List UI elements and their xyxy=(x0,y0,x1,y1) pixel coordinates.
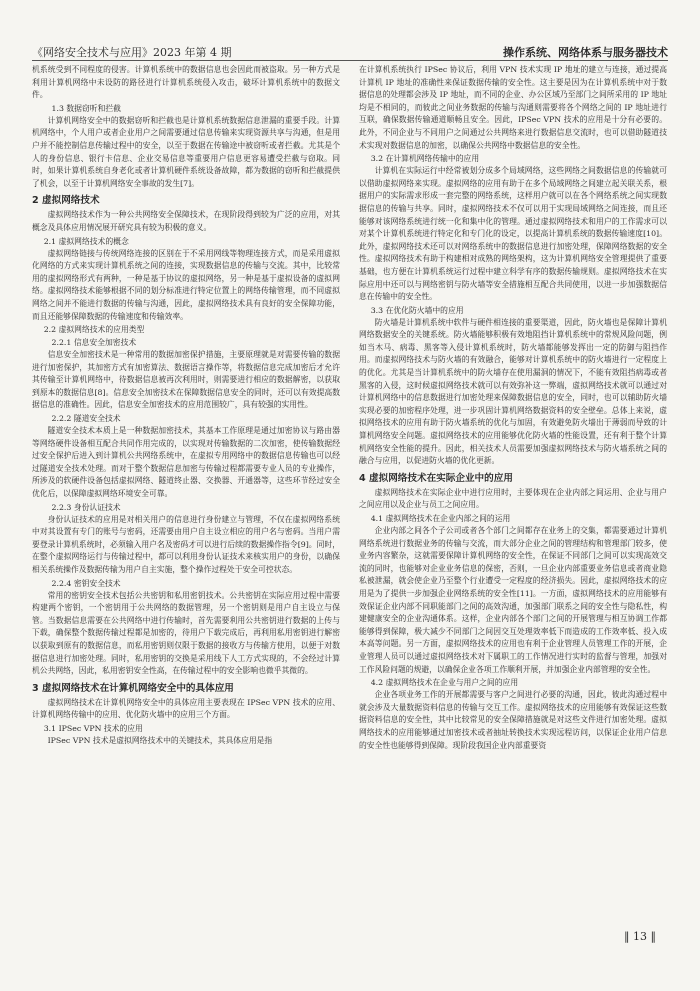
section-heading: 4 虚拟网络技术在实际企业中的应用 xyxy=(359,472,513,484)
paragraph: 虚拟网络技术在计算机网络安全中的具体应用主要表现在 IPSec VPN 技术的应用、计算机网络传输中的应用、优化防火墙中的应用三个方面。 xyxy=(32,697,340,720)
left-column xyxy=(32,64,340,748)
subsection-heading: 3.2 在计算机网络传输中的应用 xyxy=(370,154,480,164)
right-column xyxy=(359,64,667,752)
subsubsection-heading: 1.3 数据窃听和拦截 xyxy=(51,103,121,113)
paragraph: 虚拟网络技术在实际企业中进行应用时，主要体现在企业内部之间运用、企业与用户之间应用以及企业与员工之间应用。 xyxy=(359,487,667,510)
header-rule xyxy=(32,60,668,61)
subsection-heading: 3.3 在优化防火墙中的应用 xyxy=(370,305,464,315)
subsection-heading: 3.1 IPSec VPN 技术的应用 xyxy=(43,723,143,733)
paragraph: 虚拟网络链接与传统网络连接的区别在于不采用网线等物理连接方式，而是采用虚拟化网络的方式来实现计算机系统之间的连接，实现数据信息的传输与交流。其中，比较常用的虚拟网络形式有两种，一种是基于协议的虚拟网络，另一种是基于虚拟设备的虚拟网络。虚拟网络技术能够根据不同的划分标准进行特定位置上的网络传输管理，而不同虚拟网络之间并不能进行数据的传输与沟通，因此，虚拟网络技术具有良好的安全保障功能，而且还能够保障数据的传输速度和传输效率。 xyxy=(32,248,340,321)
subsection-heading: 2.1 虚拟网络技术的概念 xyxy=(43,236,129,246)
section-title: 操作系统、网络体系与服务器技术 xyxy=(503,46,668,59)
subsubsection-heading: 2.2.1 信息安全加密技术 xyxy=(51,338,137,348)
journal-title: 《网络安全技术与应用》2023 年第 4 期 xyxy=(32,46,232,59)
subsubsection-heading: 2.2.4 密钥安全技术 xyxy=(51,578,121,588)
paragraph: 虚拟网络技术作为一种公共网络安全保障技术，在现阶段得到较为广泛的应用，对其概念及具体应用情况展开研究具有较为积极的意义。 xyxy=(32,210,340,232)
paragraph: 企业内部之间各个子公司或者各个部门之间都存在业务上的交集，都需要通过计算机网络系统进行数据业务的传输与交流，而大部分企业之间的管理结构和管理部门较多，使业务内容繁杂，这就需要保障计算机网络的安全性，在保证不同部门之间可以实现高效交流的同时，也能够对企业业务信息的保密，否则，一旦企业内部重要业务信息或者商业隐私被泄漏，就会使企业乃至整个行业遭受一定程度的经济损失。因此，虚拟网络技术的应用是为了提供一步加强企业网络系统的安全性[11]。一方面，虚拟网络技术的应用能够有效保证企业内部不同职能部门之间的高效沟通，加强部门联系之间的安全性与隐私性，构建健康安全的企业沟通体系。这样，企业内部各个部门之间的开展管理与相互协调工作都能够得到保障，极大减少不同部门之间因交互处理效率低下而造成的工作效率低、投入成本高等问题。另一方面，虚拟网络技术的应用也有利于企业管理人员管理工作的开展，企业管理人员可以通过虚拟网络技术对下属职工的工作情况进行实时的监督与管理，加强对工作风险问题的规避，以确保企业各项工作顺利开展，并加强企业内部管理的安全性。 xyxy=(359,526,667,674)
section-heading: 2 虚拟网络技术 xyxy=(32,195,100,207)
subsubsection-heading: 2.2.3 身份认证技术 xyxy=(51,502,121,512)
paragraph: 企业各项业务工作的开展都需要与客户之间进行必要的沟通，因此，彼此沟通过程中就会涉及大量数据资料信息的传输与交互工作。虚拟网络技术的应用能够有效保证这些数据资料信息的安全性，其中比较常见的安全保障措施就是对这些文件进行加密处理。虚拟网络技术的应用能够通过加密技术或者抽址转换技术实现远程访问，以保证企业用户信息的安全性也能够得到保障。现阶段我国企业内部重要资 xyxy=(359,690,667,750)
page-number: ‖ 13 ‖ xyxy=(624,930,656,943)
paragraph: IPSec VPN 技术是虚拟网络技术中的关键技术，其具体应用是指 xyxy=(47,735,273,745)
subsection-heading: 2.2 虚拟网络技术的应用类型 xyxy=(43,325,145,335)
paragraph: 在计算机系统执行 IPSec 协议后，利用 VPN 技术实现 IP 地址的建立与连接，通过提高计算机 IP 地址的准确性来保证数据传输的安全性。这主要是因为在计算机系统中对于数据信息的处理都会涉及 IP 地址，而不同的企业、办公区域乃至部门之间所采用的 IP 地址均是不相同的，而彼此之间业务数据的传输与沟通则需要将各个网络之间的 IP 地址进行互联，确保数据传输通道顺畅且安全。因此，IPSec VPN 技术的应用是十分有必要的。此外，不同企业与不同用户之间通过公共网络来进行数据信息交流时，也可以借助隧道技术实现对数据信息的加密，以确保公共网络中数据信息的安全性。 xyxy=(359,65,667,150)
section-heading: 3 虚拟网络技术在计算机网络安全中的具体应用 xyxy=(32,682,234,694)
paragraph: 机系统受到不同程度的侵害。计算机系统中的数据信息也会因此而被盗取。另一种方式是利用计算机网络中未设防的路径进行计算机系统侵入攻击，破坏计算机系统中的数据文件。 xyxy=(32,65,340,100)
paragraph: 计算机网络安全中的数据窃听和拦截也是计算机系统数据信息泄漏的重要手段。计算机网络中，个人用户或者企业用户之间需要通过信息传输来实现资源共享与沟通，但是用户并不能控制信息传输过程中的安全，以至于数据在传输途中被窃听或者拦截。尤其是个人的身份信息、银行卡信息、企业交易信息等重要用户信息更容易遭受拦截与窃取。同时，如果计算机系统自身老化或者计算机硬件系统设备故障，都为数据的窃听和拦截提供了机会，以至于计算机网络安全事故的发生[7]。 xyxy=(32,115,340,188)
subsubsection-heading: 2.2.2 隧道安全技术 xyxy=(51,414,121,424)
paragraph: 常用的密钥安全技术包括公共密钥和私用密钥技术。公共密钥在实际应用过程中需要构建两个密钥，一个密钥用于公共网络的数据管理，另一个密钥则是用户自主设立与保管。当数据信息需要在公共网络中进行传输时，首先需要利用公共密钥进行数据的上传与下载，确保整个数据传输过程都是加密的，待用户下载完成后，再利用私用密钥进行解密以获取到原有的数据信息，而私用密钥则仅限于数据的接收方与传输方使用，以便于对数据信息进行加密处理。同时，私用密钥的交换是采用线下人工方式实现的，不会经过计算机公共网络，因此，私用密钥安全性高，在传输过程中的安全影响也微乎其微的。 xyxy=(32,590,340,676)
paragraph: 信息安全加密技术是一种常用的数据加密保护措施，主要原理就是对需要传输的数据进行加密保护，其加密方式有加密算法、数据语言操作等，将数据信息完成加密后才允许其传输至计算机网络中，待数据信息被再次利用时，则需要进行相应的数据解密，以获取到原本的数据信息[8]。信息安全加密技术在保障数据信息安全的同时，还可以有效提高数据信息的准确性。因此，信息安全加密技术的应用范围较广，具有较强的实用性。 xyxy=(32,350,340,410)
paragraph: 计算机在实际运行中经常被划分成多个局域网络，这些网络之间数据信息的传输就可以借助虚拟网络来实现。虚拟网络的应用有助于在多个局域网络之间建立起关联关系，根据用户的实际需求形成一套完整的网络系统，这样用户就可以在各个网络系统之间实现数据信息的传输与共享。同时，虚拟网络技术不仅可以用于实现局域网络之间连接，而且还能够对该网络系统进行统一化和集中化的管理。通过虚拟网络技术和用户的工作需求可以对某个计算机系统进行特定化和专门化的设定，以提高计算机系统的数据传输速度[10]。此外，虚拟网络技术还可以对网络系统中的数据信息进行加密处理，保障网络数据的安全性。虚拟网络技术有助于构建相对成熟的网络架构，这为计算机网络安全管理提供了重要基础，也方便在计算机系统运行过程中建立科学有序的数据传输规则。虚拟网络技术在实际应用中还可以与网络密钥与防火墙等安全措施相互配合共同使用，以进一步加强数据信息在传输中的安全性。 xyxy=(359,166,667,302)
paragraph: 防火墙是计算机系统中软件与硬件相连接的重要渠道，因此，防火墙也是保障计算机网络数据安全的关键系统。防火墙能够积极有效地阻挡计算机系统中的常规风险问题，例如当木马、病毒、黑客等入侵计算机系统时，防火墙都能够发挥出一定的防御与阻挡作用。而虚拟网络技术与防火墙的有效融合，能够对计算机系统中的防火墙进行一定程度上的优化。尤其是当计算机系统中的防火墙存在使用漏洞的情况下，不能有效阻挡病毒或者黑客的入侵，这时候虚拟网络技术就可以有效弥补这一弊端，虚拟网络技术就可以通过对计算机网络中的信息数据进行加密处理来保障数据信息的安全，同时，也可以辅助防火墙实现必要的加密程序处理，进一步巩固计算机网络数据资料的安全壁垒。总体上来说，虚拟网络技术的应用有助于防火墙系统的优化与加固，有效避免防火墙出于薄弱而导致的计算机网络安全问题。虚拟网络技术的应用能够优化防火墙的性能设置，还有利于整个计算机网络安全性能的提升。因此，相关技术人员需要加强虚拟网络技术与防火墙系统之间的融合与应用，以促进防火墙的优化更新。 xyxy=(359,317,667,466)
subsection-heading: 4.2 虚拟网络技术在企业与用户之间的应用 xyxy=(370,678,519,688)
paragraph: 身份认证技术的应用是对相关用户的信息进行身份建立与管理，不仅在虚拟网络系统中对其设置有专门的账号与密码，还需要由用户自主设立相应的用户名与密码。当用户需要登录计算机系统时，必须输入用户名及密码才可以进行后续的数据操作指令[9]。同时，在整个虚拟网络运行与传输过程中，都可以利用身份认证技术来核实用户的身份，以确保相关系统操作及数据传输为用户自主实施，整个操作过程处于安全可控状态。 xyxy=(32,514,340,574)
subsection-heading: 4.1 虚拟网络技术在企业内部之间的运用 xyxy=(370,514,511,523)
paragraph: 隧道安全技术本质上是一种数据加密技术，其基本工作原理是通过加密协议与路由器等网络硬件设备相互配合共同作用完成的，以实现对传输数据的二次加密，使传输数据经过安全保护后进入到计算机公共网络系统中，在虚拟专用网络中的数据信息传输也可以经过隧道安全技术处理。而对于整个数据信息加密与传输过程都需要专业人员的专业操作，所涉及的软硬件设备包括虚拟网络、隧道终止器、交换器、开通器等，这些环节经过安全优化后，以保障虚拟网络环境安全可靠。 xyxy=(32,426,340,499)
